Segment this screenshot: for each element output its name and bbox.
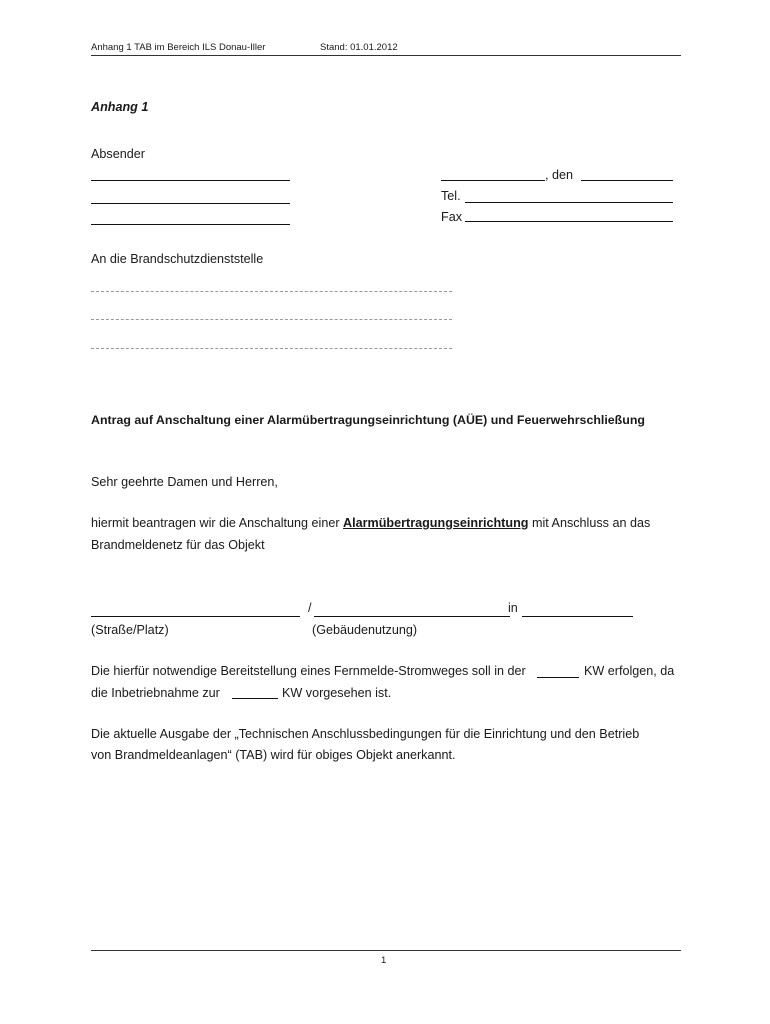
building-use-label: (Gebäudenutzung): [312, 623, 418, 637]
header-title: Anhang 1 TAB im Bereich ILS Donau-Iller: [91, 42, 266, 53]
para2-line1a: Die hierfür notwendige Bereitstellung eines Fernmelde-Stromweges soll in der: [91, 664, 526, 678]
street-label: (Straße/Platz): [91, 623, 169, 637]
para3-line2: von Brandmeldeanlagen“ (TAB) wird für obiges Objekt anerkannt.: [91, 748, 456, 762]
den-label: , den: [545, 168, 574, 182]
para2-line2a: die Inbetriebnahme zur: [91, 686, 220, 700]
fax-label: Fax: [441, 210, 462, 224]
street-field[interactable]: [91, 616, 300, 617]
kw-field-1[interactable]: [537, 677, 579, 678]
para1-before: hiermit beantragen wir die Anschaltung einer: [91, 516, 344, 530]
slash-separator: /: [308, 601, 312, 615]
page-heading: Anhang 1: [91, 100, 149, 114]
footer-rule: [91, 950, 681, 951]
sender-line-3[interactable]: [91, 224, 290, 225]
para1-line1: [91, 516, 650, 530]
page-number: 1: [381, 955, 387, 966]
recipient-label: An die Brandschutzdienststelle: [91, 252, 264, 266]
para2-line1b: KW erfolgen, da: [584, 664, 675, 678]
document-title: Antrag auf Anschaltung einer Alarmübertragungseinrichtung (AÜE) und Feuerwehrschließung: [91, 413, 645, 427]
recipient-line-3[interactable]: [91, 348, 452, 349]
recipient-line-2[interactable]: [91, 319, 452, 320]
date-field[interactable]: [581, 180, 673, 181]
header-date: Stand: 01.01.2012: [320, 42, 398, 53]
recipient-line-1[interactable]: [91, 291, 452, 292]
place-field[interactable]: [441, 180, 545, 181]
sender-line-2[interactable]: [91, 203, 290, 204]
para1-after: mit Anschluss an das: [528, 516, 651, 530]
tel-field[interactable]: [465, 202, 673, 203]
header-rule: [91, 55, 681, 56]
para1-line2: Brandmeldenetz für das Objekt: [91, 538, 265, 552]
para1-emphasis: Alarmübertragungseinrichtung: [343, 516, 529, 530]
para3-line1: Die aktuelle Ausgabe der „Technischen Anschlussbedingungen für die Einrichtung und den Betrieb: [91, 727, 640, 741]
in-label: in: [508, 601, 518, 615]
sender-label: Absender: [91, 147, 145, 161]
salutation: Sehr geehrte Damen und Herren,: [91, 475, 278, 489]
location-field[interactable]: [522, 616, 633, 617]
para2-line2b: KW vorgesehen ist.: [282, 686, 392, 700]
sender-line-1[interactable]: [91, 180, 290, 181]
building-use-field[interactable]: [314, 616, 510, 617]
kw-field-2[interactable]: [232, 698, 278, 699]
fax-field[interactable]: [465, 221, 673, 222]
tel-label: Tel.: [441, 189, 461, 203]
